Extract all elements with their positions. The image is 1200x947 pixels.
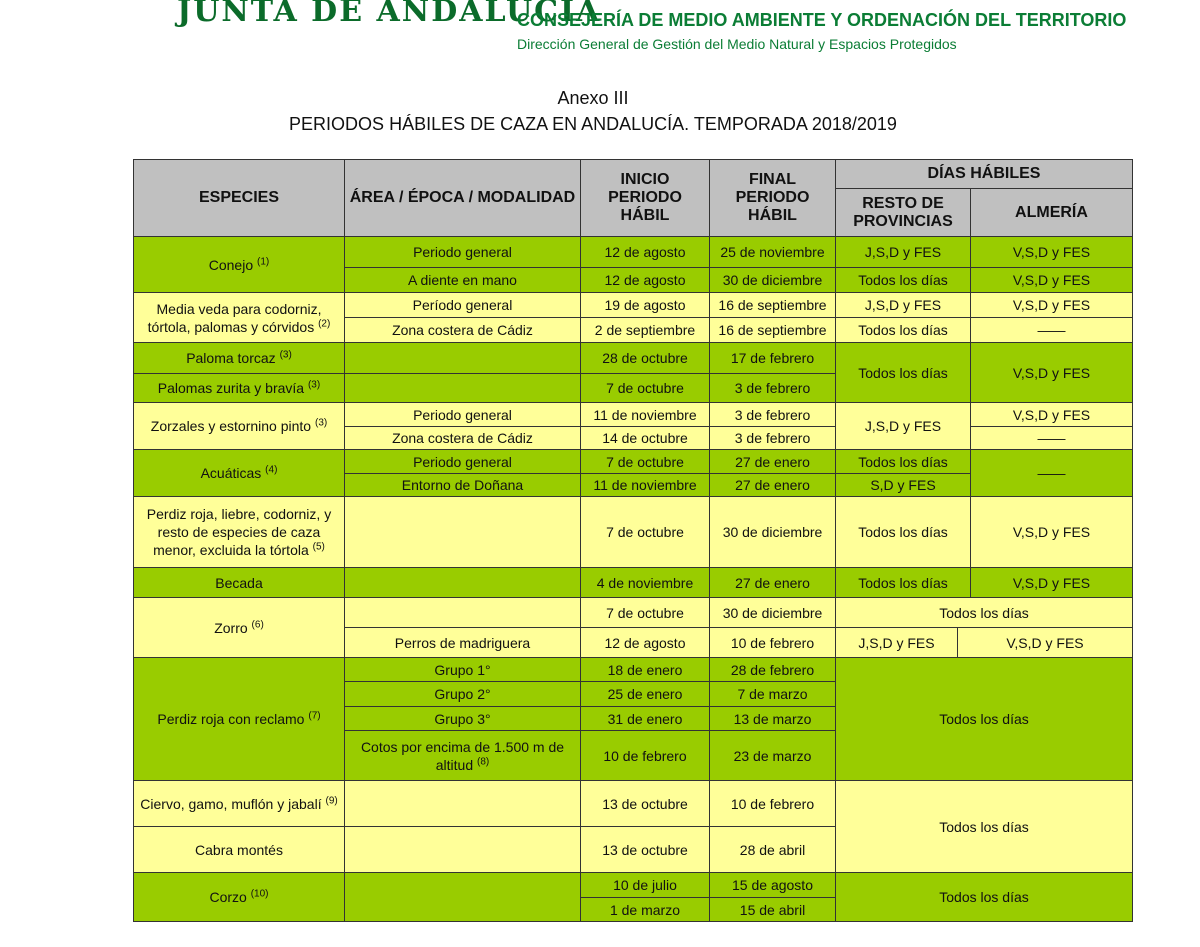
area-cell <box>345 598 581 628</box>
end-cell: 23 de marzo <box>710 731 836 781</box>
species-cell: Paloma torcaz $^{(3)}$ <box>134 343 345 374</box>
end-cell: 10 de febrero <box>710 781 836 827</box>
almeria-days-cell: V,S,D y FES <box>971 237 1133 268</box>
start-cell: 13 de octubre <box>581 781 710 827</box>
species-cell: Perdiz roja con reclamo $^{(7)}$ <box>134 658 345 781</box>
almeria-days-cell: —— <box>971 450 1133 497</box>
species-cell: Cabra montés <box>134 827 345 873</box>
rest-days-cell: J,S,D y FES <box>836 293 971 318</box>
start-cell: 1 de marzo <box>581 898 710 922</box>
end-cell: 27 de enero <box>710 450 836 474</box>
rest-days-cell: Todos los días <box>836 450 971 474</box>
rest-days-cell: J,S,D y FES <box>836 403 971 450</box>
start-cell: 11 de noviembre <box>581 403 710 427</box>
rest-days-cell: Todos los días <box>836 268 971 293</box>
almeria-days-cell: V,S,D y FES <box>958 628 1133 658</box>
start-cell: 12 de agosto <box>581 628 710 658</box>
start-cell: 31 de enero <box>581 707 710 731</box>
start-cell: 7 de octubre <box>581 598 710 628</box>
area-cell <box>345 827 581 873</box>
area-cell: Grupo 3° <box>345 707 581 731</box>
department-name: CONSEJERÍA DE MEDIO AMBIENTE Y ORDENACIÓN DEL TERRITORIO <box>517 10 1127 30</box>
end-cell: 30 de diciembre <box>710 598 836 628</box>
end-cell: 13 de marzo <box>710 707 836 731</box>
species-cell: Acuáticas $^{(4)}$ <box>134 450 345 497</box>
area-cell <box>345 374 581 403</box>
start-cell: 19 de agosto <box>581 293 710 318</box>
almeria-days-cell: V,S,D y FES <box>971 293 1133 318</box>
rest-days-cell: Todos los días <box>836 343 971 403</box>
header-area: ÁREA / ÉPOCA / MODALIDAD <box>345 160 581 237</box>
start-cell: 28 de octubre <box>581 343 710 374</box>
all-days-cell: Todos los días <box>836 658 1133 781</box>
table-row <box>134 781 1133 827</box>
table-row <box>134 658 1133 682</box>
start-cell: 10 de febrero <box>581 731 710 781</box>
end-cell: 30 de diciembre <box>710 268 836 293</box>
start-cell: 14 de octubre <box>581 427 710 450</box>
area-cell <box>345 568 581 598</box>
end-cell: 17 de febrero <box>710 343 836 374</box>
end-cell: 30 de diciembre <box>710 497 836 568</box>
almeria-days-cell: V,S,D y FES <box>971 343 1133 403</box>
rest-days-cell: Todos los días <box>836 318 971 343</box>
almeria-days-cell: V,S,D y FES <box>971 268 1133 293</box>
end-cell: 27 de enero <box>710 568 836 598</box>
header-species: ESPECIES <box>134 160 345 237</box>
species-cell: Corzo $^{(10)}$ <box>134 873 345 922</box>
hunting-periods-table <box>133 159 1133 922</box>
end-cell: 15 de abril <box>710 898 836 922</box>
end-cell: 28 de febrero <box>710 658 836 682</box>
end-cell: 3 de febrero <box>710 374 836 403</box>
almeria-days-cell: V,S,D y FES <box>971 497 1133 568</box>
all-days-cell: Todos los días <box>836 873 1133 922</box>
start-cell: 13 de octubre <box>581 827 710 873</box>
table-row <box>134 598 1133 628</box>
subdepartment-name: Dirección General de Gestión del Medio Natural y Espacios Protegidos <box>517 36 957 52</box>
area-cell <box>345 343 581 374</box>
table-row <box>134 237 1133 268</box>
almeria-days-cell: V,S,D y FES <box>971 403 1133 427</box>
header-days: DÍAS HÁBILES <box>836 160 1133 189</box>
table-row <box>134 497 1133 568</box>
start-cell: 25 de enero <box>581 682 710 707</box>
start-cell: 7 de octubre <box>581 374 710 403</box>
table-row <box>134 403 1133 427</box>
area-cell: Período general <box>345 293 581 318</box>
table-row <box>134 293 1133 318</box>
area-cell: A diente en mano <box>345 268 581 293</box>
end-cell: 7 de marzo <box>710 682 836 707</box>
almeria-days-cell: V,S,D y FES <box>971 568 1133 598</box>
area-cell <box>345 497 581 568</box>
junta-logo: JUNTA DE ANDALUCIA <box>177 0 602 29</box>
table-row <box>134 568 1133 598</box>
rest-days-cell: Todos los días <box>836 497 971 568</box>
species-cell: Zorzales y estornino pinto $^{(3)}$ <box>134 403 345 450</box>
table-row <box>134 450 1133 474</box>
almeria-days-cell: —— <box>971 318 1133 343</box>
document-title: PERIODOS HÁBILES DE CAZA EN ANDALUCÍA. TEMPORADA 2018/2019 <box>289 114 897 134</box>
annex-label: Anexo III <box>557 88 629 108</box>
rest-days-cell: Todos los días <box>836 568 971 598</box>
start-cell: 10 de julio <box>581 873 710 898</box>
header-rest: RESTO DE PROVINCIAS <box>836 189 971 237</box>
header-start: INICIO PERIODO HÁBIL <box>581 160 710 237</box>
header-almeria: ALMERÍA <box>971 189 1133 237</box>
area-cell: Zona costera de Cádiz <box>345 318 581 343</box>
end-cell: 3 de febrero <box>710 403 836 427</box>
start-cell: 4 de noviembre <box>581 568 710 598</box>
species-cell: Becada <box>134 568 345 598</box>
area-cell: Cotos por encima de 1.500 m de altitud $^{(8)}$ <box>345 731 581 781</box>
start-cell: 12 de agosto <box>581 268 710 293</box>
species-cell: Media veda para codorniz, tórtola, palomas y córvidos $^{(2)}$ <box>134 293 345 343</box>
start-cell: 18 de enero <box>581 658 710 682</box>
end-cell: 16 de septiembre <box>710 293 836 318</box>
end-cell: 3 de febrero <box>710 427 836 450</box>
species-cell: Perdiz roja, liebre, codorniz, y resto de especies de caza menor, excluida la tórtola $^{(5)}$ <box>134 497 345 568</box>
area-cell: Periodo general <box>345 237 581 268</box>
area-cell: Periodo general <box>345 450 581 474</box>
start-cell: 11 de noviembre <box>581 474 710 497</box>
header-end: FINAL PERIODO HÁBIL <box>710 160 836 237</box>
start-cell: 12 de agosto <box>581 237 710 268</box>
area-cell: Grupo 1° <box>345 658 581 682</box>
species-cell: Palomas zurita y bravía $^{(3)}$ <box>134 374 345 403</box>
table-row <box>134 343 1133 374</box>
end-cell: 15 de agosto <box>710 873 836 898</box>
start-cell: 2 de septiembre <box>581 318 710 343</box>
rest-days-cell: J,S,D y FES <box>836 628 958 658</box>
species-cell: Ciervo, gamo, muflón y jabalí $^{(9)}$ <box>134 781 345 827</box>
start-cell: 7 de octubre <box>581 450 710 474</box>
area-cell: Zona costera de Cádiz <box>345 427 581 450</box>
species-cell: Conejo $^{(1)}$ <box>134 237 345 293</box>
area-cell <box>345 873 581 922</box>
area-cell: Perros de madriguera <box>345 628 581 658</box>
end-cell: 16 de septiembre <box>710 318 836 343</box>
area-cell: Grupo 2° <box>345 682 581 707</box>
end-cell: 28 de abril <box>710 827 836 873</box>
end-cell: 10 de febrero <box>710 628 836 658</box>
rest-days-cell: S,D y FES <box>836 474 971 497</box>
table-row <box>134 873 1133 898</box>
start-cell: 7 de octubre <box>581 497 710 568</box>
end-cell: 27 de enero <box>710 474 836 497</box>
area-cell: Periodo general <box>345 403 581 427</box>
rest-days-cell: J,S,D y FES <box>836 237 971 268</box>
species-cell: Zorro $^{(6)}$ <box>134 598 345 658</box>
area-cell <box>345 781 581 827</box>
area-cell: Entorno de Doñana <box>345 474 581 497</box>
end-cell: 25 de noviembre <box>710 237 836 268</box>
all-days-cell: Todos los días <box>836 598 1133 628</box>
almeria-days-cell: —— <box>971 427 1133 450</box>
all-days-cell: Todos los días <box>836 781 1133 873</box>
